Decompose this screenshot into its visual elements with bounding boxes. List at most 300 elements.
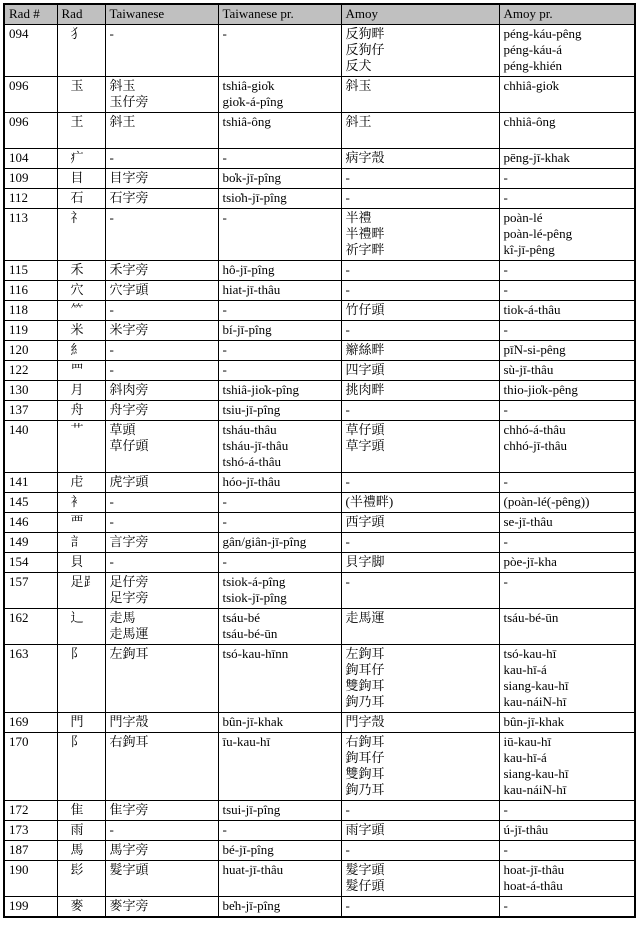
taiwanese-pr-cell [218, 361, 341, 381]
cell-line: 覀 [70, 514, 84, 529]
amoy-cell [341, 573, 499, 609]
header-amoy: Amoy [341, 4, 499, 25]
radical-table [3, 3, 636, 918]
cell-line: bé-jī-pîng [222, 842, 274, 857]
cell-line: 虎字頭 [109, 474, 149, 489]
cell-line: 104 [9, 150, 29, 165]
amoy-cell [341, 801, 499, 821]
taiwanese-pr-cell [218, 897, 341, 918]
amoy-cell [341, 189, 499, 209]
table-row [4, 361, 635, 381]
rad-number-cell [4, 261, 57, 281]
table-row [4, 801, 635, 821]
cell-line: (半禮畔) [345, 494, 394, 509]
cell-line: 右鉤耳 [109, 734, 149, 749]
cell-line: 鉤乃耳 [345, 694, 385, 709]
rad-number-cell [4, 25, 57, 77]
cell-line: 116 [9, 282, 29, 297]
cell-line: 西字頭 [345, 514, 385, 529]
cell-line: ú-jī-thâu [503, 822, 549, 837]
amoy-pr-cell [499, 209, 635, 261]
table-row [4, 841, 635, 861]
cell-line: 髮字頭 [345, 862, 385, 877]
taiwanese-cell [105, 169, 218, 189]
taiwanese-pr-cell [218, 381, 341, 401]
cell-line: 馬字旁 [109, 842, 149, 857]
rad-number-cell [4, 149, 57, 169]
amoy-pr-cell [499, 113, 635, 149]
cell-line: 112 [9, 190, 29, 205]
table-row [4, 473, 635, 493]
rad-number-cell [4, 645, 57, 713]
cell-line: 草仔頭 [345, 422, 385, 437]
cell-line: (poàn-lé(-pêng)) [503, 494, 590, 509]
taiwanese-pr-cell [218, 821, 341, 841]
table-row [4, 77, 635, 113]
table-row [4, 513, 635, 533]
amoy-pr-cell [499, 341, 635, 361]
taiwanese-pr-cell [218, 321, 341, 341]
cell-line: 左鉤耳 [109, 646, 149, 661]
cell-line: bí-jī-pîng [222, 322, 272, 337]
cell-line: thio-jio̍k-pêng [503, 382, 578, 397]
cell-line: - [222, 514, 227, 529]
cell-line: gio̍k-á-pîng [222, 94, 284, 109]
amoy-pr-cell [499, 361, 635, 381]
taiwanese-pr-cell [218, 301, 341, 321]
taiwanese-pr-cell [218, 25, 341, 77]
cell-line: 雙鉤耳 [345, 766, 385, 781]
rad-glyph-cell [57, 77, 105, 113]
cell-line: tshiâ-ông [222, 114, 271, 129]
cell-line: 辶 [70, 610, 84, 625]
cell-line: 122 [9, 362, 29, 377]
table-row [4, 281, 635, 301]
rad-glyph-cell [57, 113, 105, 149]
cell-line: tsáu-bé-ūn [222, 626, 278, 641]
taiwanese-pr-cell [218, 713, 341, 733]
rad-glyph-cell [57, 801, 105, 821]
rad-number-cell [4, 77, 57, 113]
taiwanese-cell [105, 897, 218, 918]
rad-glyph-cell [57, 261, 105, 281]
cell-line: 足仔旁 [109, 574, 149, 589]
cell-line: 172 [9, 802, 29, 817]
cell-line: hoat-jī-thâu [503, 862, 565, 877]
rad-glyph-cell [57, 341, 105, 361]
cell-line: - [345, 534, 350, 549]
cell-line: 罒 [70, 362, 84, 377]
cell-line: tsiok-jī-pîng [222, 590, 287, 605]
cell-line: tshiâ-jio̍k-pîng [222, 382, 300, 397]
cell-line: 斜玉 [345, 78, 372, 93]
cell-line: kau-náiN-hī [503, 782, 567, 797]
cell-line: 隹 [70, 802, 84, 817]
cell-line: - [503, 170, 508, 185]
cell-line: - [109, 302, 114, 317]
amoy-pr-cell [499, 261, 635, 281]
amoy-cell [341, 113, 499, 149]
cell-line: 玉 [70, 78, 84, 93]
cell-line: chhiâ-gio̍k [503, 78, 560, 93]
cell-line: - [109, 554, 114, 569]
rad-number-cell [4, 553, 57, 573]
cell-line: 157 [9, 574, 29, 589]
rad-number-cell [4, 189, 57, 209]
amoy-cell [341, 321, 499, 341]
cell-line: 髮字頭 [109, 862, 149, 877]
table-row [4, 821, 635, 841]
taiwanese-pr-cell [218, 473, 341, 493]
cell-line: 左鉤耳 [345, 646, 385, 661]
rad-number-cell [4, 609, 57, 645]
taiwanese-cell [105, 113, 218, 149]
cell-line: 096 [9, 114, 29, 129]
amoy-pr-cell [499, 861, 635, 897]
cell-line: tsio̍h-jī-pîng [222, 190, 287, 205]
cell-line: - [109, 514, 114, 529]
amoy-cell [341, 169, 499, 189]
table-row [4, 573, 635, 609]
table-row [4, 897, 635, 918]
cell-line: 禾字旁 [109, 262, 149, 277]
amoy-pr-cell [499, 189, 635, 209]
amoy-pr-cell [499, 473, 635, 493]
taiwanese-cell [105, 533, 218, 553]
cell-line: 犭 [70, 26, 84, 41]
amoy-pr-cell [499, 25, 635, 77]
cell-line: hô-jī-pîng [222, 262, 275, 277]
rad-glyph-cell [57, 189, 105, 209]
cell-line: 109 [9, 170, 29, 185]
taiwanese-cell [105, 861, 218, 897]
rad-glyph-cell [57, 609, 105, 645]
rad-number-cell [4, 209, 57, 261]
taiwanese-cell [105, 381, 218, 401]
rad-number-cell [4, 733, 57, 801]
cell-line: 146 [9, 514, 29, 529]
header-taiwanese-pr: Taiwanese pr. [218, 4, 341, 25]
cell-line: 120 [9, 342, 29, 357]
rad-number-cell [4, 861, 57, 897]
rad-glyph-cell [57, 821, 105, 841]
amoy-pr-cell [499, 897, 635, 918]
cell-line: - [503, 322, 508, 337]
cell-line: - [345, 402, 350, 417]
cell-line: 舟 [70, 402, 84, 417]
taiwanese-cell [105, 341, 218, 361]
cell-line: pēng-jī-khak [503, 150, 570, 165]
cell-line: 反狗畔 [345, 26, 385, 41]
amoy-pr-cell [499, 421, 635, 473]
cell-line: péng-khién [503, 58, 562, 73]
table-row [4, 321, 635, 341]
cell-line: 四字頭 [345, 362, 385, 377]
cell-line: 門字殼 [345, 714, 385, 729]
cell-line: - [503, 534, 508, 549]
amoy-cell [341, 25, 499, 77]
cell-line: 病字殼 [345, 150, 385, 165]
cell-line: 187 [9, 842, 29, 857]
cell-line: gân/giân-jī-pîng [222, 534, 307, 549]
cell-line: 石字旁 [109, 190, 149, 205]
rad-number-cell [4, 301, 57, 321]
cell-line: tsáu-bé-ūn [503, 610, 559, 625]
cell-line: 貝字脚 [345, 554, 385, 569]
amoy-pr-cell [499, 401, 635, 421]
cell-line: kî-jī-pêng [503, 242, 555, 257]
cell-line: péng-káu-pêng [503, 26, 582, 41]
cell-line: - [109, 494, 114, 509]
cell-line: - [503, 262, 508, 277]
taiwanese-pr-cell [218, 209, 341, 261]
cell-line: - [222, 554, 227, 569]
amoy-cell [341, 609, 499, 645]
amoy-pr-cell [499, 645, 635, 713]
cell-line: tsháu-thâu [222, 422, 277, 437]
table-row [4, 301, 635, 321]
table-row [4, 189, 635, 209]
taiwanese-cell [105, 25, 218, 77]
rad-number-cell [4, 533, 57, 553]
amoy-cell [341, 553, 499, 573]
taiwanese-cell [105, 321, 218, 341]
cell-line: 足⻊ [70, 574, 97, 589]
amoy-cell [341, 841, 499, 861]
cell-line: 199 [9, 898, 29, 913]
cell-line: - [109, 210, 114, 225]
cell-line: - [109, 342, 114, 357]
taiwanese-pr-cell [218, 861, 341, 897]
cell-line: - [345, 282, 350, 297]
cell-line: 140 [9, 422, 29, 437]
cell-line: - [345, 170, 350, 185]
cell-line: 竹仔頭 [345, 302, 385, 317]
amoy-cell [341, 421, 499, 473]
cell-line: 鉤耳仔 [345, 662, 385, 677]
cell-line: 鉤耳仔 [345, 750, 385, 765]
cell-line: 疒 [70, 150, 84, 165]
table-row [4, 733, 635, 801]
rad-glyph-cell [57, 553, 105, 573]
cell-line: kau-hī-á [503, 662, 547, 677]
amoy-cell [341, 261, 499, 281]
cell-line: 170 [9, 734, 29, 749]
cell-line: 衤 [70, 494, 84, 509]
cell-line: 麥字旁 [109, 898, 149, 913]
cell-line: 149 [9, 534, 29, 549]
amoy-pr-cell [499, 713, 635, 733]
taiwanese-pr-cell [218, 169, 341, 189]
rad-number-cell [4, 361, 57, 381]
taiwanese-pr-cell [218, 77, 341, 113]
cell-line: - [345, 322, 350, 337]
table-row [4, 861, 635, 897]
table-row [4, 113, 635, 149]
cell-line: 礻 [70, 210, 84, 225]
amoy-pr-cell [499, 513, 635, 533]
table-row [4, 381, 635, 401]
cell-line: tsháu-jī-thâu [222, 438, 289, 453]
rad-glyph-cell [57, 733, 105, 801]
rad-number-cell [4, 513, 57, 533]
cell-line: tshiâ-gio̍k [222, 78, 275, 93]
cell-line: 言字旁 [109, 534, 149, 549]
header-amoy-pr: Amoy pr. [499, 4, 635, 25]
amoy-pr-cell [499, 733, 635, 801]
cell-line: 目 [70, 170, 84, 185]
rad-number-cell [4, 493, 57, 513]
cell-line: poàn-lé-pêng [503, 226, 573, 241]
rad-number-cell [4, 321, 57, 341]
cell-line: 髮仔頭 [345, 878, 385, 893]
cell-line: - [345, 190, 350, 205]
cell-line: 169 [9, 714, 29, 729]
cell-line: tsui-jī-pîng [222, 802, 281, 817]
cell-line: be̍h-jī-pîng [222, 898, 281, 913]
cell-line: 石 [70, 190, 84, 205]
table-row [4, 493, 635, 513]
rad-glyph-cell [57, 841, 105, 861]
table-row [4, 341, 635, 361]
cell-line: 穴字頭 [109, 282, 149, 297]
cell-line: - [109, 26, 114, 41]
taiwanese-pr-cell [218, 281, 341, 301]
rad-glyph-cell [57, 361, 105, 381]
cell-line: ⺮ [70, 302, 84, 317]
cell-line: 祈字畔 [345, 242, 385, 257]
header-rad-number: Rad # [4, 4, 57, 25]
amoy-cell [341, 861, 499, 897]
amoy-pr-cell [499, 149, 635, 169]
cell-line: 119 [9, 322, 29, 337]
taiwanese-cell [105, 733, 218, 801]
rad-glyph-cell [57, 645, 105, 713]
taiwanese-pr-cell [218, 189, 341, 209]
cell-line: hiat-jī-thâu [222, 282, 281, 297]
cell-line: 鉤乃耳 [345, 782, 385, 797]
table-row [4, 209, 635, 261]
table-row [4, 169, 635, 189]
cell-line: 130 [9, 382, 29, 397]
amoy-pr-cell [499, 381, 635, 401]
cell-line: 半禮畔 [345, 226, 385, 241]
cell-line: siang-kau-hī [503, 678, 569, 693]
amoy-pr-cell [499, 301, 635, 321]
amoy-cell [341, 281, 499, 301]
cell-line: - [222, 302, 227, 317]
cell-line: pīN-si-pêng [503, 342, 566, 357]
cell-line: 米字旁 [109, 322, 149, 337]
taiwanese-cell [105, 513, 218, 533]
rad-number-cell [4, 341, 57, 361]
cell-line: 舟字旁 [109, 402, 149, 417]
cell-line: 斜肉旁 [109, 382, 149, 397]
rad-glyph-cell [57, 713, 105, 733]
taiwanese-pr-cell [218, 493, 341, 513]
taiwanese-cell [105, 841, 218, 861]
cell-line: 阝 [70, 734, 84, 749]
cell-line: - [503, 474, 508, 489]
cell-line: 半禮 [345, 210, 372, 225]
cell-line: 貝 [70, 554, 84, 569]
cell-line: 挑肉畔 [345, 382, 385, 397]
taiwanese-cell [105, 713, 218, 733]
table-row [4, 713, 635, 733]
amoy-pr-cell [499, 821, 635, 841]
cell-line: 141 [9, 474, 29, 489]
cell-line: - [503, 842, 508, 857]
cell-line: 154 [9, 554, 29, 569]
cell-line: pòe-jī-kha [503, 554, 557, 569]
cell-line: iū-kau-hī [503, 734, 552, 749]
taiwanese-cell [105, 209, 218, 261]
cell-line: 辮絲畔 [345, 342, 385, 357]
rad-number-cell [4, 821, 57, 841]
cell-line: 麥 [70, 898, 84, 913]
cell-line: hóo-jī-thâu [222, 474, 281, 489]
table-row [4, 261, 635, 281]
amoy-cell [341, 645, 499, 713]
cell-line: 反狗仔 [345, 42, 385, 57]
rad-number-cell [4, 473, 57, 493]
table-row [4, 401, 635, 421]
rad-glyph-cell [57, 401, 105, 421]
taiwanese-cell [105, 149, 218, 169]
cell-line: 目字旁 [109, 170, 149, 185]
taiwanese-pr-cell [218, 609, 341, 645]
cell-line: 禾 [70, 262, 84, 277]
taiwanese-pr-cell [218, 261, 341, 281]
cell-line: 094 [9, 26, 29, 41]
cell-line: - [345, 474, 350, 489]
cell-line: 162 [9, 610, 29, 625]
cell-line: - [345, 262, 350, 277]
cell-line: 米 [70, 322, 84, 337]
amoy-cell [341, 821, 499, 841]
rad-glyph-cell [57, 897, 105, 918]
header-row [4, 4, 635, 25]
cell-line: 雙鉤耳 [345, 678, 385, 693]
radical-table-body [4, 25, 635, 918]
taiwanese-cell [105, 493, 218, 513]
cell-line: - [109, 362, 114, 377]
taiwanese-cell [105, 573, 218, 609]
table-row [4, 149, 635, 169]
rad-glyph-cell [57, 473, 105, 493]
cell-line: 走馬 [109, 610, 136, 625]
taiwanese-cell [105, 77, 218, 113]
taiwanese-cell [105, 821, 218, 841]
taiwanese-pr-cell [218, 801, 341, 821]
rad-glyph-cell [57, 169, 105, 189]
taiwanese-pr-cell [218, 421, 341, 473]
cell-line: 115 [9, 262, 29, 277]
rad-glyph-cell [57, 321, 105, 341]
rad-glyph-cell [57, 573, 105, 609]
taiwanese-cell [105, 473, 218, 493]
cell-line: - [109, 150, 114, 165]
rad-glyph-cell [57, 493, 105, 513]
header-taiwanese: Taiwanese [105, 4, 218, 25]
cell-line: 145 [9, 494, 29, 509]
taiwanese-pr-cell [218, 733, 341, 801]
cell-line: chhó-jī-thâu [503, 438, 568, 453]
cell-line: 穴 [70, 282, 84, 297]
cell-line: tsáu-bé [222, 610, 261, 625]
cell-line: - [503, 190, 508, 205]
amoy-pr-cell [499, 533, 635, 553]
